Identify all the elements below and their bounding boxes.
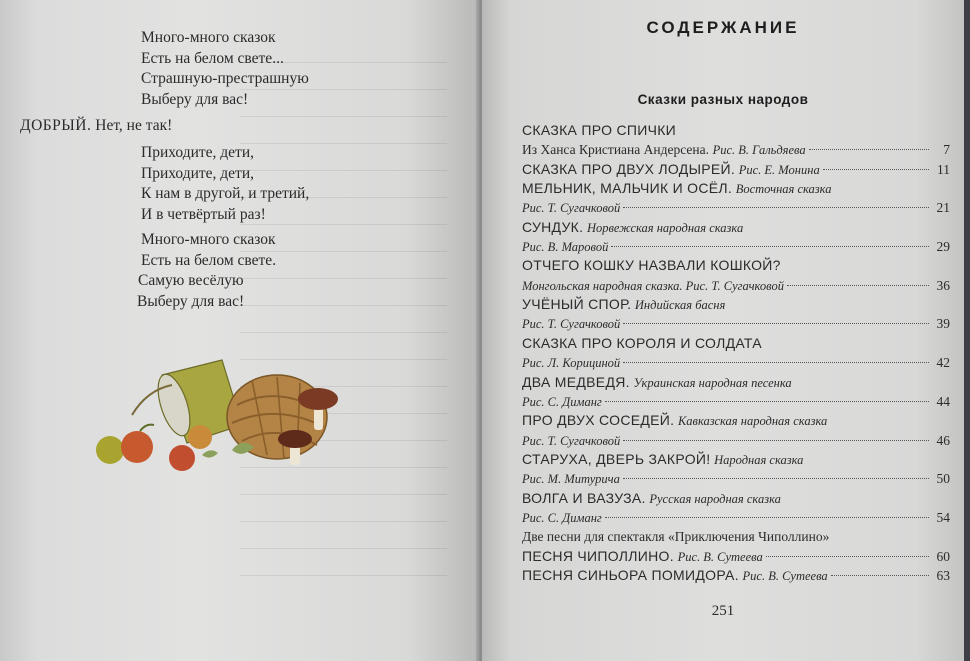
speaker-name: ДОБРЫЙ.	[20, 117, 92, 134]
toc-subtitle-text: Рис. В. Сутеева	[742, 568, 828, 583]
toc-line	[522, 276, 950, 295]
toc-subtitle-text: Рис. Л. Корициной	[522, 356, 621, 371]
toc-prefix-text: Из Ханса Кристиана Андерсена.	[522, 142, 709, 158]
illustration-basket-bucket-mushrooms	[92, 355, 352, 480]
toc-list	[522, 121, 950, 585]
apple-icon	[96, 425, 212, 471]
toc-line	[522, 140, 950, 159]
toc-line	[522, 469, 950, 488]
toc-subtitle-text: Рис. М. Митурича	[522, 472, 620, 487]
toc-page-number: 44	[936, 393, 950, 409]
toc-subtitle-text: Рис. В. Сутеева	[677, 549, 763, 564]
toc-subtitle-text: Украинская народная песенка	[633, 375, 792, 390]
toc-entry	[522, 373, 950, 412]
dot-leader	[831, 575, 929, 576]
bucket-icon	[132, 360, 242, 443]
toc-entry	[522, 450, 950, 489]
dot-leader	[623, 440, 929, 441]
toc-entry	[522, 295, 950, 334]
toc-page-number: 11	[937, 161, 950, 177]
toc-subtitle-text: Народная сказка	[714, 452, 804, 467]
toc-entry	[522, 527, 950, 585]
toc-page-number: 21	[936, 200, 950, 216]
toc-page-number: 39	[936, 316, 950, 332]
toc-title-text: МЕЛЬНИК, МАЛЬЧИК И ОСЁЛ.	[522, 180, 733, 197]
toc-entry	[522, 489, 950, 528]
toc-line	[522, 121, 950, 140]
dot-leader	[605, 517, 929, 518]
dot-leader	[823, 169, 929, 170]
toc-title-text: ОТЧЕГО КОШКУ НАЗВАЛИ КОШКОЙ?	[522, 257, 781, 274]
toc-title-text: СУНДУК.	[522, 218, 584, 235]
section-heading: Сказки разных народов	[637, 92, 809, 107]
toc-subtitle-text: Рис. С. Диманг	[522, 510, 602, 525]
speaker-text: Нет, не так!	[95, 117, 173, 134]
toc-title-text: УЧЁНЫЙ СПОР.	[522, 296, 632, 313]
toc-line	[522, 527, 950, 546]
toc-title-text: СКАЗКА ПРО КОРОЛЯ И СОЛДАТА	[522, 334, 762, 351]
toc-line	[522, 256, 950, 275]
toc-entry	[522, 411, 950, 450]
verse-line: Приходите, дети,	[141, 164, 254, 182]
toc-subtitle-text: Рис. Е. Монина	[738, 162, 820, 177]
toc-subtitle-text: Кавказская народная сказка	[678, 414, 828, 429]
toc-subtitle-text: Индийская басня	[634, 298, 726, 313]
toc-page-number: 29	[936, 239, 950, 255]
stanza-3	[137, 230, 277, 312]
leaf-icon	[202, 443, 254, 458]
toc-line	[522, 314, 950, 333]
toc-line	[522, 489, 950, 508]
toc-subtitle-text: Рис. В. Маровой	[522, 240, 609, 255]
toc-line	[522, 373, 950, 392]
verse-line: Самую весёлую	[138, 272, 244, 289]
toc-subtitle-text: Рис. Т. Сугачковой	[522, 317, 621, 332]
page-title: СОДЕРЖАНИЕ	[646, 18, 800, 37]
toc-entry	[522, 218, 950, 257]
verse-line: Выберу для вас!	[141, 90, 249, 108]
dot-leader	[623, 323, 929, 324]
dot-leader	[623, 478, 929, 479]
toc-line	[522, 450, 950, 469]
toc-page-number: 60	[936, 548, 950, 564]
dot-leader	[623, 207, 929, 208]
verse-line: Много-много сказок	[141, 29, 276, 46]
dot-leader	[766, 556, 929, 557]
page-number: 251	[711, 603, 735, 619]
toc-line	[522, 508, 950, 527]
toc-page-number: 63	[936, 567, 950, 583]
toc-subtitle-text: Русская народная сказка	[649, 491, 781, 506]
toc-page-number: 46	[936, 432, 950, 448]
speaker-line	[20, 116, 172, 136]
dot-leader	[809, 149, 929, 150]
toc-title-text: ДВА МЕДВЕДЯ.	[522, 373, 630, 390]
dot-leader	[787, 285, 929, 286]
toc-prefix-text: Две песни для спектакля «Приключения Чиполлино»	[522, 529, 830, 545]
toc-subtitle-text: Рис. Т. Сугачковой	[522, 433, 621, 448]
toc-title-text: СКАЗКА ПРО СПИЧКИ	[522, 122, 677, 138]
toc-subtitle-text: Монгольская народная сказка. Рис. Т. Сугачковой	[522, 278, 784, 293]
verse-line: Приходите, дети,	[141, 144, 254, 161]
toc-entry	[522, 179, 950, 218]
verse-line: И в четвёртый раз!	[141, 205, 266, 223]
dot-leader	[605, 401, 929, 402]
toc-title-text: ВОЛГА И ВАЗУЗА.	[522, 489, 646, 506]
stanza-2	[141, 143, 309, 225]
toc-line	[522, 179, 950, 198]
toc-subtitle-text: Рис. С. Диманг	[522, 394, 602, 409]
toc-page-number: 50	[936, 471, 950, 487]
toc-line	[522, 547, 950, 566]
toc-line	[522, 295, 950, 314]
toc-line	[522, 198, 950, 217]
stanza-1	[141, 28, 309, 110]
toc-title-text: СКАЗКА ПРО ДВУХ ЛОДЫРЕЙ.	[522, 160, 736, 177]
verse-line: Есть на белом свете.	[141, 251, 277, 269]
verse-line: Много-много сказок	[141, 231, 276, 248]
toc-line	[522, 353, 950, 372]
toc-page-number: 54	[936, 509, 950, 525]
right-page	[482, 0, 964, 661]
show-through-text	[240, 40, 470, 600]
verse-line: Страшную-престрашную	[141, 70, 309, 87]
toc-subtitle-text: Норвежская народная сказка	[586, 220, 744, 235]
toc-line	[522, 160, 950, 179]
toc-subtitle-text: Восточная сказка	[735, 182, 832, 197]
toc-line	[522, 237, 950, 256]
toc-entry	[522, 121, 950, 160]
toc-title-text: ПРО ДВУХ СОСЕДЕЙ.	[522, 412, 675, 429]
toc-page-number: 36	[936, 277, 950, 293]
toc-subtitle-text: Рис. Т. Сугачковой	[522, 201, 621, 216]
dot-leader	[623, 362, 929, 363]
dot-leader	[611, 246, 929, 247]
toc-line	[522, 431, 950, 450]
toc-line	[522, 411, 950, 430]
toc-entry	[522, 334, 950, 373]
verse-line: Выберу для вас!	[137, 292, 245, 310]
toc-title-text: ПЕСНЯ ЧИПОЛЛИНО.	[522, 547, 674, 564]
toc-page-number: 7	[943, 142, 950, 158]
toc-line	[522, 566, 950, 585]
toc-entry	[522, 160, 950, 179]
toc-line	[522, 218, 950, 237]
toc-subtitle-text: Рис. В. Гальдяева	[712, 143, 806, 158]
toc-line	[522, 334, 950, 353]
verse-line: Есть на белом свете...	[141, 49, 284, 67]
left-page	[0, 0, 480, 661]
toc-title-text: ПЕСНЯ СИНЬОРА ПОМИДОРА.	[522, 566, 739, 583]
toc-title-text: СТАРУХА, ДВЕРЬ ЗАКРОЙ!	[522, 450, 711, 467]
table-background	[964, 0, 970, 661]
verse-line: К нам в другой, и третий,	[141, 185, 310, 202]
toc-page-number: 42	[936, 355, 950, 371]
toc-entry	[522, 256, 950, 295]
toc-line	[522, 392, 950, 411]
